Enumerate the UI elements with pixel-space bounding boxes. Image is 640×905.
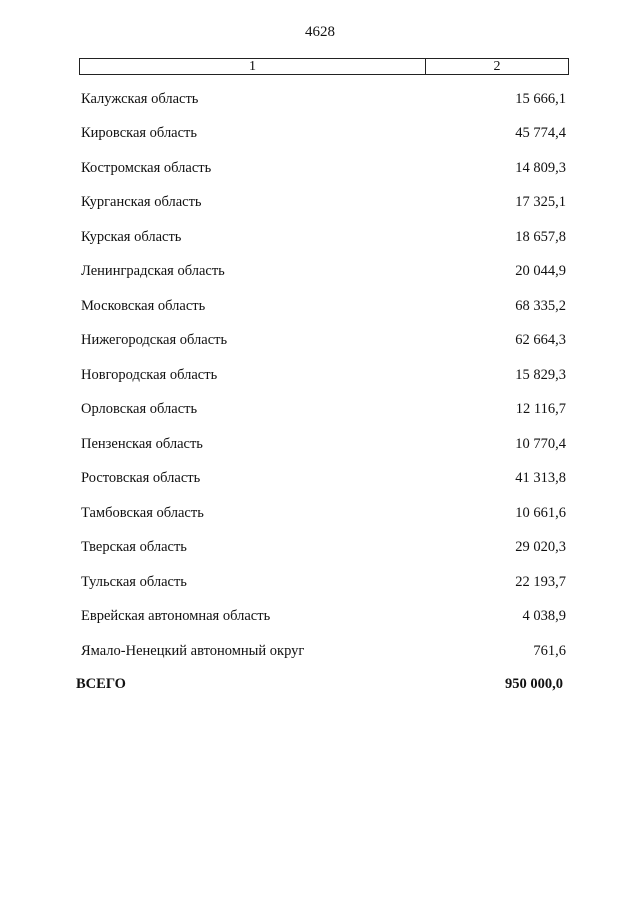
table-row — [81, 393, 566, 428]
table-row — [81, 634, 566, 669]
region-value: 17 325,1 — [515, 194, 566, 211]
table-body — [81, 82, 566, 669]
region-value: 10 661,6 — [515, 504, 566, 521]
region-value: 12 116,7 — [515, 401, 566, 418]
table-header — [79, 58, 569, 75]
region-value: 41 313,8 — [515, 470, 566, 487]
column-1-header: 1 — [80, 59, 426, 74]
table-row — [81, 324, 566, 359]
region-name: Новгородская область — [81, 366, 218, 383]
table-row — [81, 151, 566, 186]
table-row — [81, 565, 566, 600]
table-row — [81, 462, 566, 497]
region-name: Ямало-Ненецкий автономный округ — [81, 642, 305, 659]
region-name: Московская область — [81, 297, 206, 314]
table-row — [81, 289, 566, 324]
region-value: 14 809,3 — [515, 159, 566, 176]
region-name: Костромская область — [81, 159, 212, 176]
region-value: 761,6 — [533, 642, 566, 659]
region-name: Кировская область — [81, 125, 198, 142]
region-value: 4 038,9 — [522, 608, 566, 625]
region-name: Тамбовская область — [81, 504, 204, 521]
region-name: Тульская область — [81, 573, 187, 590]
region-value: 45 774,4 — [515, 125, 566, 142]
table-row — [81, 82, 566, 117]
total-label: ВСЕГО — [76, 676, 126, 692]
region-value: 29 020,3 — [515, 539, 566, 556]
table-row — [81, 358, 566, 393]
region-value: 20 044,9 — [515, 263, 566, 280]
region-value: 22 193,7 — [515, 573, 566, 590]
table-row — [81, 220, 566, 255]
table-row — [81, 117, 566, 152]
page-number: 4628 — [305, 24, 335, 40]
table-row — [81, 255, 566, 290]
region-name: Нижегородская область — [81, 332, 228, 349]
region-name: Курганская область — [81, 194, 202, 211]
region-name: Тверская область — [81, 539, 187, 556]
region-value: 15 829,3 — [515, 366, 566, 383]
total-row — [76, 676, 563, 693]
table-row — [81, 186, 566, 221]
region-name: Курская область — [81, 228, 182, 245]
table-row — [81, 531, 566, 566]
table-row — [81, 496, 566, 531]
table-row — [81, 600, 566, 635]
region-name: Ростовская область — [81, 470, 201, 487]
total-value: 950 000,0 — [505, 676, 563, 692]
region-value: 15 666,1 — [515, 90, 566, 107]
region-name: Пензенская область — [81, 435, 203, 452]
region-name: Калужская область — [81, 90, 199, 107]
region-name: Ленинградская область — [81, 263, 225, 280]
region-value: 68 335,2 — [515, 297, 566, 314]
region-value: 10 770,4 — [515, 435, 566, 452]
column-2-header: 2 — [493, 59, 501, 74]
region-name: Еврейская автономная область — [81, 608, 271, 625]
region-value: 62 664,3 — [515, 332, 566, 349]
region-value: 18 657,8 — [515, 228, 566, 245]
region-name: Орловская область — [81, 401, 198, 418]
table-row — [81, 427, 566, 462]
